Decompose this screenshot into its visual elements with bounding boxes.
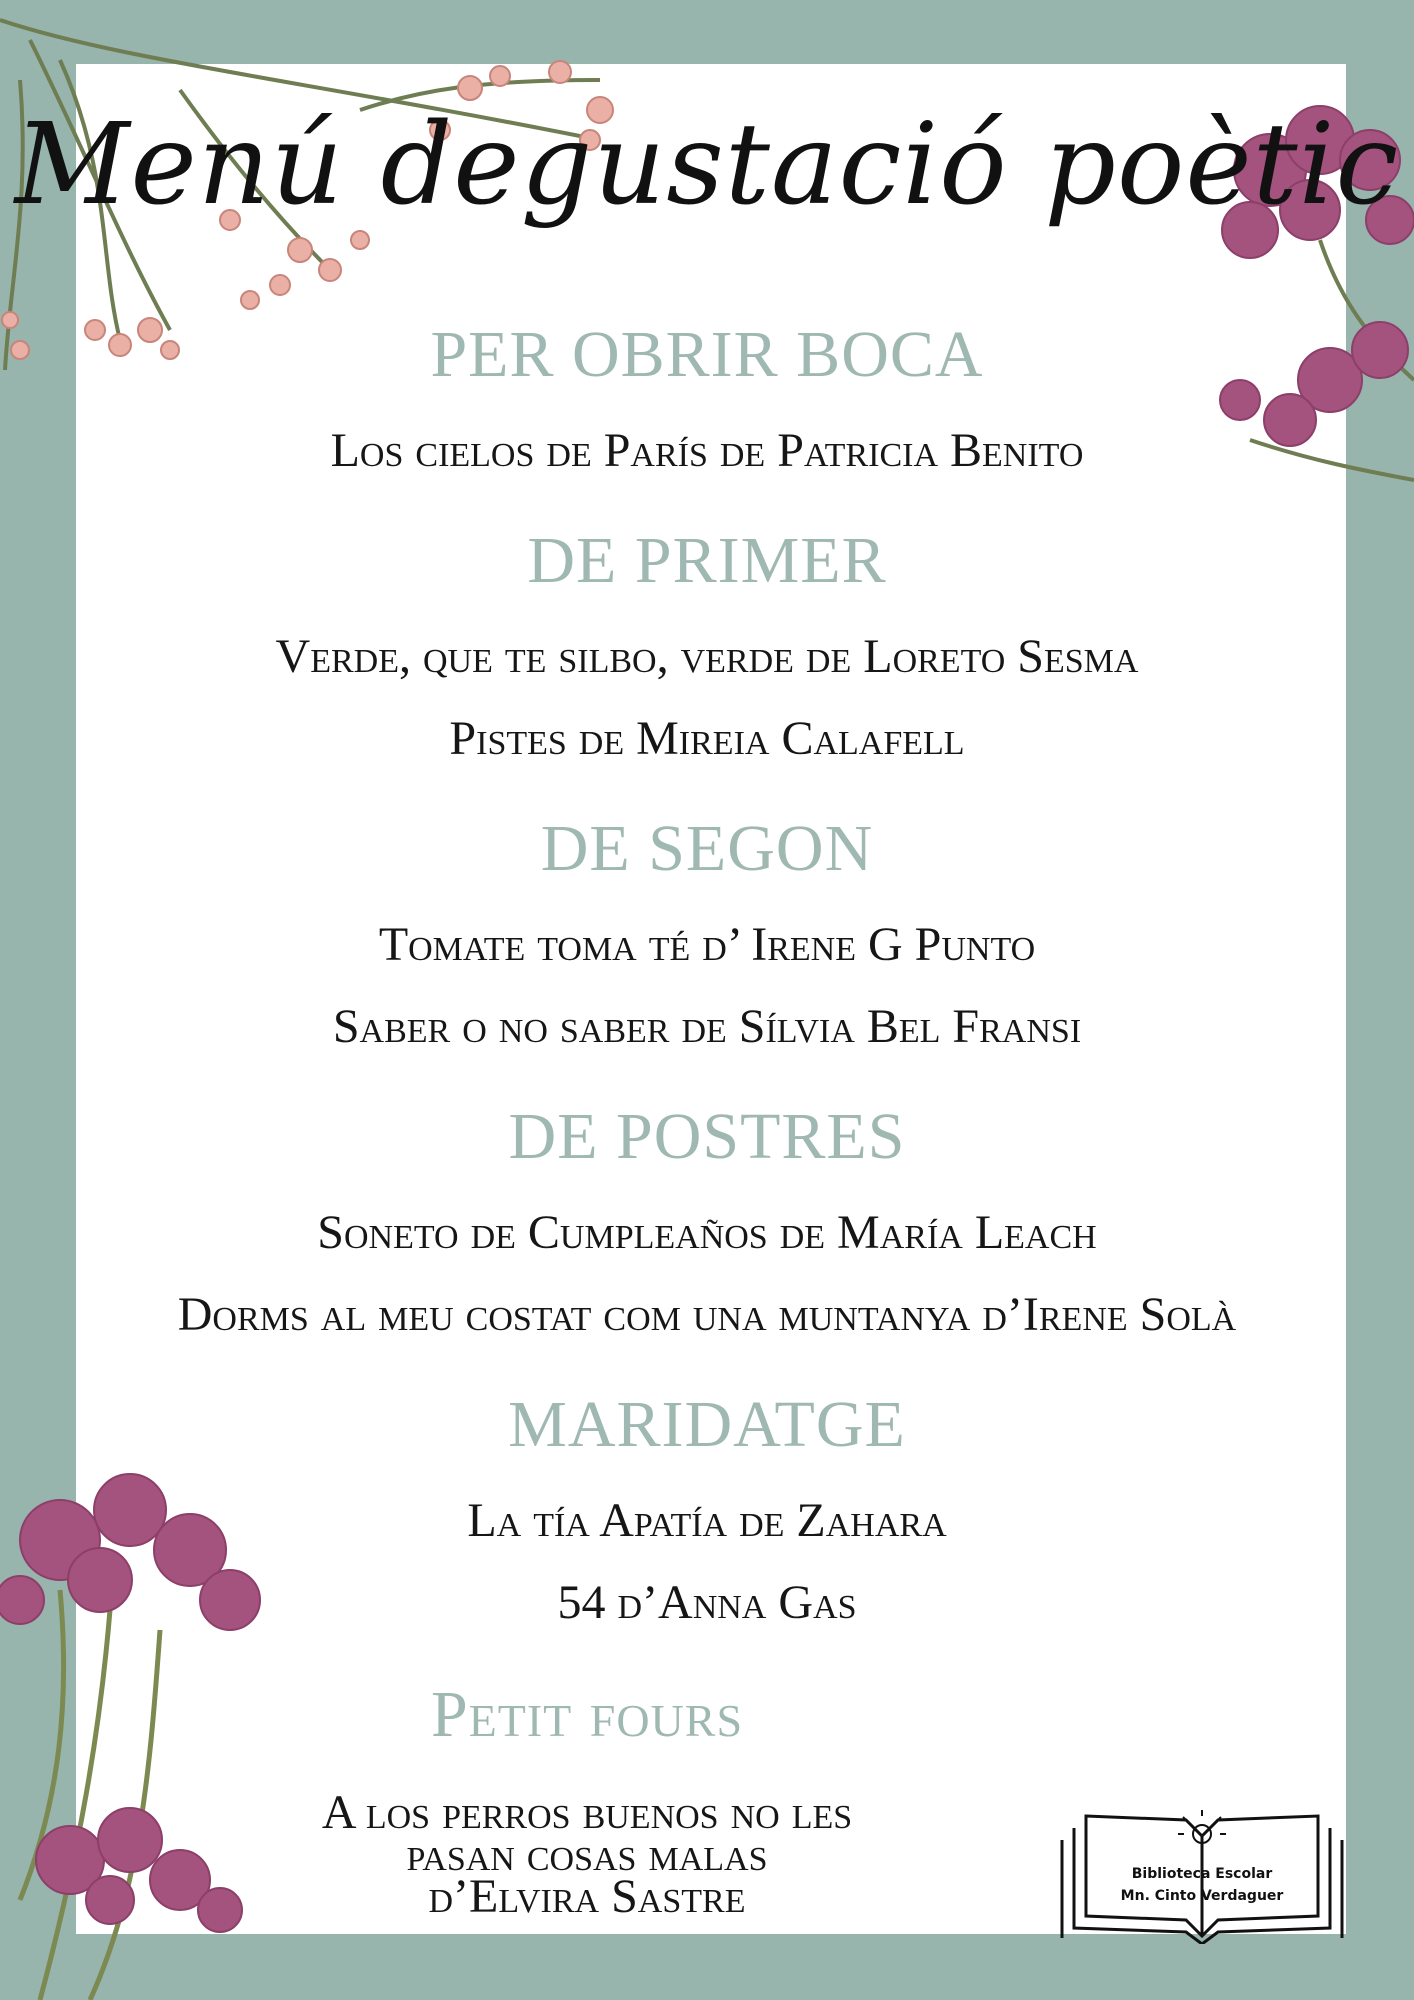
poem-item: La tía Apatía de Zahara	[467, 1494, 947, 1547]
menu-section	[0, 1100, 1414, 1356]
section-heading: PER OBRIR BOCA	[430, 318, 984, 391]
poem-item: Los cielos de París de Patricia Benito	[330, 424, 1084, 477]
logo-line: Biblioteca Escolar	[1131, 1866, 1273, 1882]
section-heading: MARIDATGE	[508, 1388, 906, 1461]
menu-section	[0, 812, 1414, 1068]
poem-item: Soneto de Cumpleaños de María Leach	[317, 1206, 1097, 1259]
section-heading: DE SEGON	[540, 812, 874, 885]
section-heading: DE POSTRES	[508, 1100, 906, 1173]
poem-item: Dorms al meu costat com una muntanya d’Irene Solà	[177, 1288, 1237, 1341]
poem-item: 54 d’Anna Gas	[557, 1576, 857, 1629]
menu-section	[0, 524, 1414, 780]
poem-item: Verde, que te silbo, verde de Loreto Sesma	[275, 630, 1139, 683]
poem-item: Tomate toma té d’ Irene G Punto	[378, 918, 1036, 971]
poem-item: d’Elvira Sastre	[428, 1870, 746, 1923]
library-logo	[1056, 1796, 1348, 1944]
poem-item: Saber o no saber de Sílvia Bel Fransi	[332, 1000, 1082, 1053]
menu-title: Menú degustació poètic	[14, 100, 1400, 230]
section-heading: Petit fours	[430, 1678, 744, 1751]
poem-item: pasan cosas malas	[406, 1828, 768, 1881]
logo-line: Mn. Cinto Verdaguer	[1120, 1888, 1284, 1904]
poem-item: A los perros buenos no les	[321, 1786, 853, 1839]
section-heading: DE PRIMER	[527, 524, 887, 597]
menu-section	[0, 1388, 1414, 1644]
menu-section	[0, 318, 1414, 492]
poem-item: Pistes de Mireia Calafell	[449, 712, 965, 765]
